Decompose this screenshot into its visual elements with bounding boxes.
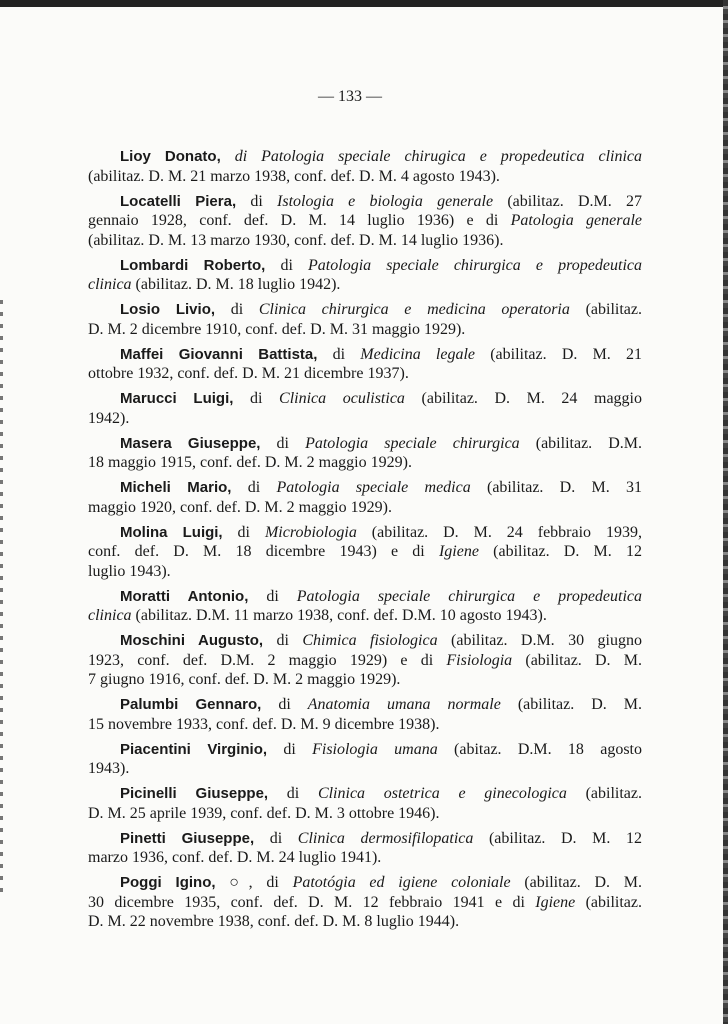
entry-line [88, 631, 642, 651]
entry-text: ottobre 1932, conf. def. D. M. 21 dicembre 1937). [88, 365, 409, 382]
entry-text: di [261, 696, 308, 713]
page-number: — 133 — [318, 88, 382, 105]
entry-text: 7 giugno 1916, conf. def. D. M. 2 maggio 1929). [88, 671, 401, 688]
entry-text: (abilitaz. [575, 893, 643, 911]
person-name: Marucci Luigi, [120, 390, 234, 407]
entry-line [88, 829, 642, 849]
entry-line [88, 453, 642, 473]
entry-line [88, 695, 642, 715]
faculty-entry [88, 345, 642, 384]
entry-text: (abilitaz. D. M. 12 [473, 829, 642, 847]
subject-name: Patotógia ed igiene coloniale [292, 874, 511, 891]
entry-line [88, 542, 642, 562]
subject-name: Medicina legale [360, 345, 476, 363]
entry-text: di [231, 479, 277, 496]
subject-name: Patologia speciale chirurgica e propedeutica [308, 256, 642, 274]
person-name: Picinelli Giuseppe, [120, 785, 269, 802]
entry-text: di [254, 829, 298, 847]
entry-text: luglio 1943). [88, 562, 171, 580]
faculty-entry [88, 256, 642, 295]
entry-text: 1942). [88, 409, 130, 427]
subject-name: Microbiologia [264, 523, 357, 541]
entry-text: di [260, 434, 306, 452]
faculty-entry [88, 631, 642, 690]
entry-text: marzo 1936, conf. def. D. M. 24 luglio 1941). [88, 849, 382, 866]
entry-line [88, 231, 642, 251]
entry-text: di [236, 192, 278, 210]
person-name: Piacentini Virginio, [120, 740, 268, 758]
entry-text: di [265, 256, 309, 274]
person-name: Palumbi Gennaro, [120, 696, 262, 713]
subject-name: Patologia generale [510, 212, 642, 229]
entry-text: (abilitaz. [566, 785, 643, 802]
entry-text: 1943). [88, 760, 130, 777]
person-name: Lioy Donato, [120, 148, 221, 165]
entry-line [88, 389, 642, 409]
entry-line [88, 759, 642, 779]
subject-name: Istologia e biologia generale [277, 192, 494, 210]
entry-text: (abilitaz. D. M. [512, 651, 642, 669]
entry-text: 15 novembre 1933, conf. def. D. M. 9 dicembre 1938). [88, 715, 440, 733]
entry-line [88, 651, 642, 671]
entry-text: (abilitaz. D. M. 12 [478, 543, 642, 560]
subject-name: Clinica oculistica [279, 390, 405, 407]
entry-line [88, 670, 642, 690]
faculty-entry [88, 192, 642, 251]
faculty-entry [88, 389, 642, 428]
entry-text: (abilitaz. D. M. 24 maggio [404, 390, 642, 407]
entry-text: 18 maggio 1915, conf. def. D. M. 2 maggio 1929). [88, 454, 412, 471]
person-name: Masera Giuseppe, [120, 434, 261, 452]
faculty-entry [88, 478, 642, 517]
entry-text: di [222, 523, 265, 541]
faculty-entry [88, 434, 642, 473]
entry-line [88, 256, 642, 276]
entry-text: di [248, 587, 297, 605]
scan-right-edge [723, 0, 728, 1024]
person-name: Moschini Augusto, [120, 632, 264, 649]
entry-text: (abilitaz. D. M. 18 luglio 1942). [131, 276, 341, 293]
entry-line [88, 478, 642, 498]
entry-text: (abilitaz. D.M. [519, 434, 643, 452]
entry-text: D. M. 25 aprile 1939, conf. def. D. M. 3 ottobre 1946). [88, 804, 440, 822]
entry-text: (abilitaz. D.M. 27 [493, 192, 642, 210]
entry-text: (abilitaz. D. M. 21 [475, 345, 643, 363]
entry-text: (abilitaz. D. M. [510, 874, 642, 891]
faculty-entry [88, 784, 642, 823]
faculty-entry [88, 695, 642, 734]
person-name: Molina Luigi, [120, 523, 223, 541]
subject-name: Fisiologia [446, 651, 513, 669]
faculty-entry [88, 523, 642, 582]
entry-text: (abilitaz. D. M. 13 marzo 1930, conf. def. D. M. 14 luglio 1936). [88, 231, 504, 249]
entry-text: 30 dicembre 1935, conf. def. D. M. 12 febbraio 1941 e di [88, 893, 536, 911]
person-name: Pinetti Giuseppe, [120, 829, 255, 847]
entry-text: gennaio 1928, conf. def. D. M. 14 luglio 1936) e di [88, 212, 511, 229]
entry-line [88, 912, 642, 932]
person-name: Poggi Igino, [120, 874, 216, 891]
entry-line [88, 784, 642, 804]
subject-name: Patologia speciale chirurgica e propedeutica [296, 587, 643, 605]
person-name: Lombardi Roberto, [120, 256, 266, 274]
person-name: Locatelli Piera, [120, 192, 237, 210]
entry-text: (abilitaz. [569, 301, 642, 318]
entry-line [88, 300, 642, 320]
scan-left-edge [0, 300, 3, 900]
entry-line [88, 275, 642, 295]
entry-text: (abilitaz. D. M. 31 [470, 479, 643, 496]
entry-line [88, 320, 642, 340]
entry-text: di [233, 390, 280, 407]
entry-text: di [267, 740, 313, 758]
entry-text: di [317, 345, 361, 363]
subject-name: Patologia speciale medica [276, 479, 471, 496]
faculty-entry [88, 740, 642, 779]
subject-name: Clinica dermosifilopatica [297, 829, 474, 847]
entry-text: conf. def. D. M. 18 dicembre 1943) e di [88, 543, 439, 560]
entry-line [88, 606, 642, 626]
entry-list [88, 147, 642, 937]
entry-text: 1923, conf. def. D.M. 2 maggio 1929) e di [88, 651, 447, 669]
entry-line [88, 562, 642, 582]
faculty-entry [88, 587, 642, 626]
subject-name: Fisiologia umana [312, 740, 438, 758]
entry-text: di [268, 785, 318, 802]
entry-line [88, 147, 642, 167]
faculty-entry [88, 829, 642, 868]
entry-text: (abitaz. D.M. 18 agosto [437, 740, 642, 758]
entry-line [88, 167, 642, 187]
entry-line [88, 192, 642, 212]
faculty-entry [88, 873, 642, 932]
subject-name: Igiene [438, 543, 479, 560]
entry-line [88, 434, 642, 454]
entry-line [88, 848, 642, 868]
entry-line [88, 873, 642, 893]
subject-name: Anatomia umana normale [307, 696, 501, 713]
faculty-entry [88, 300, 642, 339]
entry-text: (abilitaz. D. M. 21 marzo 1938, conf. def. D. M. 4 agosto 1943). [88, 167, 500, 185]
entry-line [88, 715, 642, 735]
entry-line [88, 211, 642, 231]
person-name: Maffei Giovanni Battista, [120, 345, 318, 363]
person-name: Losio Livio, [120, 301, 216, 318]
subject-name: clinica [88, 276, 132, 293]
entry-text: (abilitaz. D.M. 11 marzo 1938, conf. def. D.M. 10 agosto 1943). [131, 607, 547, 624]
subject-name: di Patologia speciale chirugica e propedeutica clinica [220, 148, 643, 165]
subject-name: Clinica chirurgica e medicina operatoria [258, 301, 570, 318]
subject-name: Chimica fisiologica [302, 632, 438, 649]
entry-line [88, 740, 642, 760]
person-name: Moratti Antonio, [120, 587, 249, 605]
scan-top-border [0, 0, 728, 7]
entry-line [88, 893, 642, 913]
faculty-entry [88, 147, 642, 186]
subject-name: Clinica ostetrica e ginecologica [317, 785, 567, 802]
entry-text: di [215, 301, 259, 318]
entry-text: di [263, 632, 303, 649]
entry-line [88, 523, 642, 543]
entry-text: maggio 1920, conf. def. D. M. 2 maggio 1929). [88, 498, 392, 516]
entry-line [88, 364, 642, 384]
subject-name: Igiene [535, 893, 576, 911]
entry-text: (abilitaz. D. M. 24 febbraio 1939, [356, 523, 643, 541]
entry-text: (abilitaz. D.M. 30 giugno [437, 632, 642, 649]
entry-text: ○, di [215, 874, 293, 891]
entry-line [88, 587, 642, 607]
entry-text: D. M. 22 novembre 1938, conf. def. D. M. 8 luglio 1944). [88, 913, 460, 930]
subject-name: Patologia speciale chirurgica [305, 434, 520, 452]
entry-line [88, 804, 642, 824]
entry-line [88, 345, 642, 365]
entry-text: (abilitaz. D. M. [500, 696, 642, 713]
person-name: Micheli Mario, [120, 479, 232, 496]
entry-line [88, 498, 642, 518]
entry-text: D. M. 2 dicembre 1910, conf. def. D. M. 31 maggio 1929). [88, 320, 466, 338]
entry-line [88, 409, 642, 429]
subject-name: clinica [88, 607, 132, 624]
